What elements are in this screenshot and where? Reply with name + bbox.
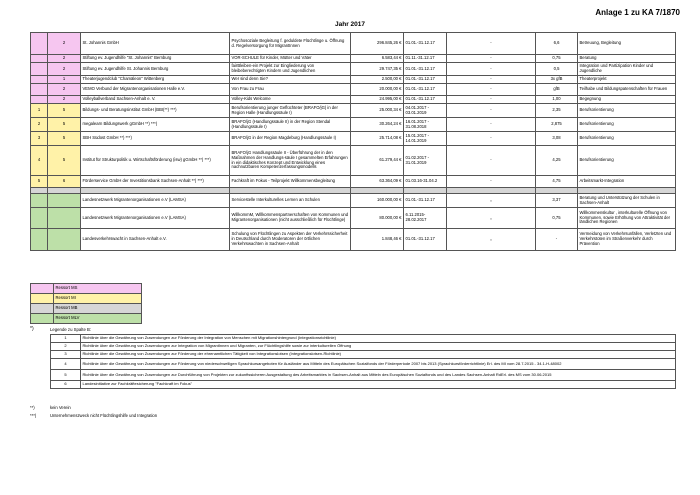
table-row [31, 194, 676, 208]
remark-cell: - [447, 118, 536, 132]
organisation-cell: Landesnetzwerk Migrantenorganisationen e.V (LAMSA) [81, 208, 230, 229]
amount-cell: 30.264,24 € [351, 118, 404, 132]
period-cell: 01.01.-31.12.17 [404, 229, 447, 251]
amount-cell: 160.000,00 € [351, 194, 404, 208]
remark-cell: - [447, 55, 536, 63]
period-cell: 01.01.-31.12.17 [404, 194, 447, 208]
amount-cell: 24.995,00 € [351, 96, 404, 104]
remark-cell: - [447, 33, 536, 55]
row-number-cell [31, 33, 48, 55]
project-description-cell: BRAFO/jG in der Region Magdeburg (Handlungssäule I) [230, 132, 351, 146]
legend-row [31, 314, 142, 324]
remark-cell: - [447, 96, 536, 104]
value-cell: 6,6 [536, 33, 578, 55]
project-description-cell: WillkommM, Willkommenspartnerschaften von Kommunen und Migrantenorganisationen (nicht ausschließlich für Flüchtlinge) [230, 208, 351, 229]
period-cell: 01.02.2017 - 31.01.2019 [404, 146, 447, 176]
row-number-cell [31, 55, 48, 63]
guideline-code-cell: 2 [48, 63, 81, 76]
row-number-cell [31, 96, 48, 104]
project-description-cell: Volley-Kids Welcome [230, 96, 351, 104]
organisation-cell: St. Johannis GmbH [81, 33, 230, 55]
guideline-number: 4 [51, 359, 81, 370]
purpose-cell: Betreuung, Begleitung [578, 33, 676, 55]
legend-row [31, 304, 142, 314]
guideline-code-cell: 5 [48, 132, 81, 146]
value-cell: 0,5 [536, 63, 578, 76]
project-description-cell: fairBleiben-ein Projekt zur Eingliederung von bleibeberechtigten Kindern und Jugendlichen [230, 63, 351, 76]
project-description-cell: Wer sind denn Sie? [230, 76, 351, 84]
table-row [31, 63, 676, 76]
table-row [31, 132, 676, 146]
guideline-code-cell: 1 [48, 76, 81, 84]
legend-label: Ressort MI [54, 294, 142, 304]
purpose-cell: Berufsorientierung [578, 132, 676, 146]
guideline-number: 3 [51, 351, 81, 359]
organisation-cell: Stiftung ev. Jugendhilfe St. Johannis Bernburg [81, 63, 230, 76]
legend-swatch [31, 284, 54, 294]
purpose-cell: Beratung [578, 55, 676, 63]
guideline-code-cell: 5 [48, 104, 81, 118]
purpose-cell: Berufsorientierung [578, 104, 676, 118]
period-cell: 01.01.-31.12.17 [404, 96, 447, 104]
period-cell: 01.11.-31.12.17 [404, 55, 447, 63]
period-cell: 01.01.-31.12.17 [404, 33, 447, 55]
legend-row [31, 294, 142, 304]
project-description-cell: VOR-SCHULE für Kinder, Mütter und Väter [230, 55, 351, 63]
purpose-cell: Willkommenskultur , interkulturelle Öffnung von Kommunen, sowie Erhöhung von Attraktivität der ländlichen Regionen [578, 208, 676, 229]
organisation-cell: SBH Südost GmbH **) ***) [81, 132, 230, 146]
period-cell: 15.01.2017 - 14.01.2019 [404, 132, 447, 146]
purpose-cell: Berufsorientierung [578, 118, 676, 132]
legend-column-b-title: Legende zu Spalte B: [50, 327, 92, 332]
amount-cell: 61.279,44 € [351, 146, 404, 176]
purpose-cell: Vermeidung von Verkehrsunfällen, Verletzten und Verkehrstoten im Straßenverkehr durch Prävention [578, 229, 676, 251]
organisation-cell: Landesverkehrswacht in Sachsen-Anhalt e.V. [81, 229, 230, 251]
value-cell: 0,75 [536, 55, 578, 63]
guideline-code-cell [48, 208, 81, 229]
row-number-cell: 3 [31, 132, 48, 146]
value-cell: 3,37 [536, 194, 578, 208]
amount-cell: 80.000,00 € [351, 208, 404, 229]
remark-cell: - [447, 176, 536, 188]
value-cell: 4,75 [536, 176, 578, 188]
row-number-cell [31, 229, 48, 251]
guideline-row [51, 370, 676, 381]
value-cell: - [536, 229, 578, 251]
organisation-cell: megalearn Bildungswerk gGmbH **) ***) [81, 118, 230, 132]
project-description-cell: Schulung von Flüchtlingen zu Aspekten der Verkehrssicherheit in Deutschland durch Moderatoren der örtlichen Verkehrswachten in Sachsen-Anhalt [230, 229, 351, 251]
remark-cell: „ [447, 208, 536, 229]
remark-cell: - [447, 104, 536, 118]
amount-cell: 2.500,00 € [351, 76, 404, 84]
organisation-cell: Landesnetzwerk Migrantenorganisationen e.V (LAMSA) [81, 194, 230, 208]
remark-cell: - [447, 76, 536, 84]
period-cell: 04.01.2017 - 03.01.2019 [404, 104, 447, 118]
row-number-cell: 5 [31, 176, 48, 188]
legend-swatch [31, 304, 54, 314]
table-row [31, 33, 676, 55]
organisation-cell: Förderservice GmbH der Investitionsbank Sachsen-Anhalt **) ***) [81, 176, 230, 188]
organisation-cell: Volleyballverband Sachsen-Anhalt e. V. [81, 96, 230, 104]
remark-cell: - [447, 132, 536, 146]
table-row [31, 176, 676, 188]
purpose-cell: Theaterprojekt [578, 76, 676, 84]
footnote-mark-1: **) [30, 405, 35, 410]
footnote-text-2: Unternehmenszweck nicht Flüchtlingshilfe und Integration [50, 413, 158, 418]
row-number-cell: 1 [31, 104, 48, 118]
guideline-text: Richtlinie über die Gewährung von Zuwendungen zur Durchführung von Projekten zur zukunftssicheren Ausgestaltung des Arbeitsmarktes in Sachsen-Anhalt aus Mitteln des Europäischen Sozialfonds und des Landes Sachsen-Anhalt RdErl. des MS vom 30.06.2015 [81, 370, 676, 381]
value-cell: 2,875 [536, 118, 578, 132]
purpose-cell: Begegnung [578, 96, 676, 104]
guideline-row [51, 343, 676, 351]
purpose-cell: Integration und Partizipation Kinder und Jugendliche [578, 63, 676, 76]
table-row [31, 76, 676, 84]
table-row [31, 84, 676, 96]
amount-cell: 29.747,35 € [351, 63, 404, 76]
guideline-code-cell: 2 [48, 84, 81, 96]
period-cell: 16.01.2017 - 31.08.2018 [404, 118, 447, 132]
project-description-cell: BRAFO/jG (Handlungssäule II) in der Region Stendal (Handlungssäule I) [230, 118, 351, 132]
row-number-cell [31, 194, 48, 208]
guideline-text: Richtlinie über die Gewährung von Zuwendungen zur Integration von MigrantInnen und Migranten, zur Flüchtlingshilfe sowie zur interkulturellen Öffnung [81, 343, 676, 351]
remark-cell: „ [447, 194, 536, 208]
legend-swatch [31, 314, 54, 324]
guideline-number: 1 [51, 335, 81, 343]
organisation-cell: VEMO Verbund der Migrantenorganisationen Halle e.V. [81, 84, 230, 96]
amount-cell: 25.000,34 € [351, 104, 404, 118]
ressort-legend [30, 283, 142, 324]
project-description-cell: Fachkraft im Fokus - Teilprojekt Willkommensbegleitung [230, 176, 351, 188]
amount-cell: 20.000,00 € [351, 84, 404, 96]
value-cell: 1,00 [536, 96, 578, 104]
period-cell: 01.01.-31.12.17 [404, 84, 447, 96]
remark-cell: - [447, 63, 536, 76]
remark-cell: - [447, 146, 536, 176]
guideline-code-cell [48, 229, 81, 251]
guideline-code-cell: 2 [48, 96, 81, 104]
value-cell: 3x gfB [536, 76, 578, 84]
value-cell: gfB [536, 84, 578, 96]
row-number-cell: 4 [31, 146, 48, 176]
project-description-cell: Psychosoziale Begleitung f. geduldete Flüchtlinge u. Öffnung d. Regelversorgung für MigrantInnen [230, 33, 351, 55]
funding-table [30, 32, 676, 251]
value-cell: 0,75 [536, 208, 578, 229]
row-number-cell [31, 84, 48, 96]
guideline-code-cell: 6 [48, 176, 81, 188]
project-description-cell: Berufsorientierung junger Geflüchteter (BRAFO/jG) in der Region Halle (Handlungssäule I) [230, 104, 351, 118]
row-number-cell [31, 208, 48, 229]
period-cell: 01.03.16-31.04.2 [404, 176, 447, 188]
value-cell: 3,08 [536, 132, 578, 146]
purpose-cell: Teilhabe und Bildungspatenschaften für Frauen [578, 84, 676, 96]
amount-cell: 296.845,26 € [351, 33, 404, 55]
legend-label: Ressort MLV [54, 314, 142, 324]
row-number-cell: 2 [31, 118, 48, 132]
guideline-text: Richtlinie über die Gewährung von Zuwendungen zur Förderung von niederschwelligen Sprachkursangeboten für Ausländer aus Mitteln des Europäischen Sozialfonds der Förderperiode 2007 bis 2013 (Sprachkursförderrichtlinie) Erl. des MI vom 28.7.2015 - 34.1-H-48002 [81, 359, 676, 370]
purpose-cell: Arbeitsmarkt-Integration [578, 176, 676, 188]
table-row [31, 55, 676, 63]
guideline-row [51, 359, 676, 370]
footnote-text-1: kein Verein [50, 405, 71, 410]
guideline-code-cell: 2 [48, 33, 81, 55]
row-number-cell [31, 63, 48, 76]
guideline-text: Richtlinie über die Gewährung von Zuwendungen zur Förderung der Integration von Menschen mit Migrationshintergrund (Integrationsrichtlinie) [81, 335, 676, 343]
guideline-number: 6 [51, 381, 81, 389]
row-number-cell [31, 76, 48, 84]
footnote-star-label: *) [30, 326, 34, 332]
remark-cell: - [447, 84, 536, 96]
guideline-text: Landesinitiative zur Fachkräftesicherung "Fachkraft im Fokus" [81, 381, 676, 389]
organisation-cell: Bildungs- und Beratungsinstitut GmbH (BBI(**) ***) [81, 104, 230, 118]
table-row [31, 96, 676, 104]
annex-label: Anlage 1 zu KA 7/1870 [595, 8, 680, 17]
guideline-row [51, 335, 676, 343]
project-description-cell: Von Frau zu Frau [230, 84, 351, 96]
table-row [31, 229, 676, 251]
legend-label: Ressort MB [54, 304, 142, 314]
guideline-code-cell [48, 194, 81, 208]
guideline-number: 5 [51, 370, 81, 381]
amount-cell: 1.848,46 € [351, 229, 404, 251]
guideline-code-cell: 5 [48, 146, 81, 176]
project-description-cell: Servicestelle Interkulturelles Lernen an Schulen [230, 194, 351, 208]
legend-row [31, 284, 142, 294]
period-cell: 01.01.-31.12.17 [404, 63, 447, 76]
table-row [31, 208, 676, 229]
project-description-cell: BRAFO/jG Handlungssäule II - Überführung der in den Maßnahmen der Handlungs-säule I gesammelten Erfahrungen in ein didaktisches Konzept und Entwicklung eines nachnutzbaren Kompetenzerfassungsmodells [230, 146, 351, 176]
guideline-code-cell: 5 [48, 118, 81, 132]
organisation-cell: Theaterjugendclub "Chamäleon" Wittenberg [81, 76, 230, 84]
guideline-row [51, 351, 676, 359]
period-cell: 01.01.-31.12.17 [404, 76, 447, 84]
remark-cell: „ [447, 229, 536, 251]
organisation-cell: Institut für Strukturpolitik u. Wirtschaftsförderung (isw) gGmbH **) ***) [81, 146, 230, 176]
value-cell: 4,25 [536, 146, 578, 176]
table-row [31, 104, 676, 118]
legend-swatch [31, 294, 54, 304]
purpose-cell: Berufsorientierung [578, 146, 676, 176]
footnote-mark-2: ***) [30, 413, 37, 418]
guideline-number: 2 [51, 343, 81, 351]
value-cell: 2,35 [536, 104, 578, 118]
amount-cell: 25.714,08 € [351, 132, 404, 146]
year-heading: Jahr 2017 [335, 21, 365, 28]
guideline-text: Richtlinie über die Gewährung von Zuwendungen zur Förderung der ehrenamtlichen Tätigkeit von Integrationslotsen (Integrationslotsen-Richtlinie) [81, 351, 676, 359]
legend-label: Ressort MS [54, 284, 142, 294]
purpose-cell: Beratung und Unterstützung der Schulen in Sachsen-Anhalt [578, 194, 676, 208]
guideline-row [51, 381, 676, 389]
amount-cell: 63.364,09 € [351, 176, 404, 188]
guideline-code-cell: 2 [48, 55, 81, 63]
table-row [31, 118, 676, 132]
organisation-cell: Stiftung ev. Jugendhilfe "St. Johannis" Bernburg [81, 55, 230, 63]
table-row [31, 146, 676, 176]
amount-cell: 6.583,44 € [351, 55, 404, 63]
column-b-legend-table [50, 334, 676, 389]
period-cell: 6.11.2015-28.02.2017 [404, 208, 447, 229]
